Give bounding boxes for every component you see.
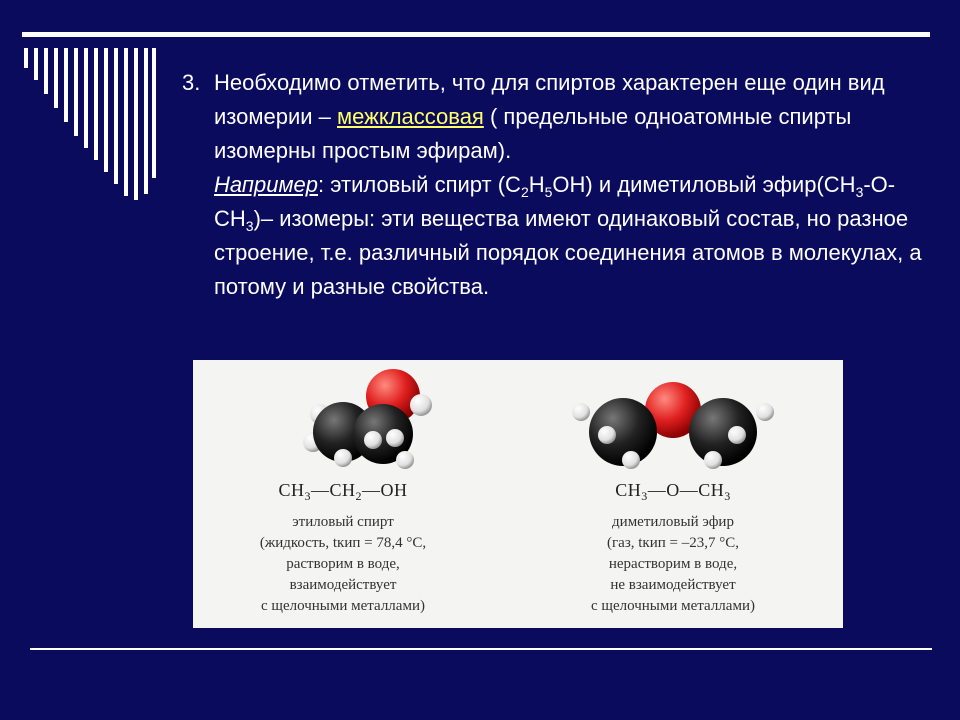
caption-line: растворим в воде,: [286, 556, 400, 572]
caption-line: взаимодействует: [289, 577, 397, 593]
caption-line: (газ, tкип = –23,7 °С,: [607, 535, 739, 551]
example-word: Например: [214, 172, 319, 197]
example-text-1: этиловый спирт (C: [330, 172, 521, 197]
formula-subscript: 3: [641, 489, 648, 503]
isomers-figure: [193, 360, 843, 628]
caption-line: с щелочными металлами): [591, 598, 755, 614]
subscript: 2: [520, 184, 529, 200]
subscript: 3: [245, 218, 254, 234]
caption-line: с щелочными металлами): [261, 598, 425, 614]
subscript: 5: [544, 184, 553, 200]
paragraph-interclass-isomerism: [182, 66, 922, 168]
ethanol-caption: [193, 512, 493, 617]
formula-subscript: 2: [355, 489, 363, 503]
example-colon: :: [318, 172, 331, 197]
example-text-4: -O-CH: [214, 172, 896, 231]
dimethyl-ether-molecule-icon: [523, 360, 823, 475]
caption-line: (жидкость, tкип = 78,4 °С,: [259, 535, 427, 551]
caption-line: нерастворим в воде,: [608, 556, 738, 572]
dimethyl-ether-caption: [523, 512, 823, 617]
formula-subscript: 3: [724, 489, 731, 503]
example-text-3: OH) и диметиловый эфир(CH: [552, 172, 856, 197]
decorative-stripes: [0, 0, 170, 200]
formula-part: —CH: [311, 480, 356, 500]
item-number: 3.: [182, 70, 201, 95]
formula-subscript: 3: [304, 489, 311, 503]
slide-text: [182, 66, 922, 304]
formula-part: —O—CH: [647, 480, 725, 500]
subscript: 3: [855, 184, 864, 200]
example-text-2: H: [528, 172, 545, 197]
paragraph1-text-before: Необходимо отметить, что для спиртов характерен еще один вид изомерии –: [214, 70, 885, 129]
formula-part: CH: [278, 480, 305, 500]
formula-part: —OH: [362, 480, 408, 500]
bottom-rule: [30, 648, 932, 650]
ethanol-formula: [193, 480, 493, 504]
example-text-5: )– изомеры: эти вещества имеют одинаковый состав, но разное строение, т.е. различный порядок соединения атомов в молекулах, а потому и разные свойства.: [214, 206, 922, 299]
dimethyl-ether-formula: [523, 480, 823, 504]
paragraph-example: [182, 168, 922, 304]
ethanol-molecule-icon: [193, 360, 493, 475]
highlight-term: межклассовая: [337, 104, 484, 129]
formula-part: CH: [615, 480, 642, 500]
caption-line: диметиловый эфир: [612, 514, 734, 530]
paragraph1-text-after: ( предельные одноатомные спирты изомерны простым эфирам).: [214, 104, 852, 163]
caption-line: не взаимодействует: [610, 577, 736, 593]
caption-line: этиловый спирт: [292, 514, 394, 530]
